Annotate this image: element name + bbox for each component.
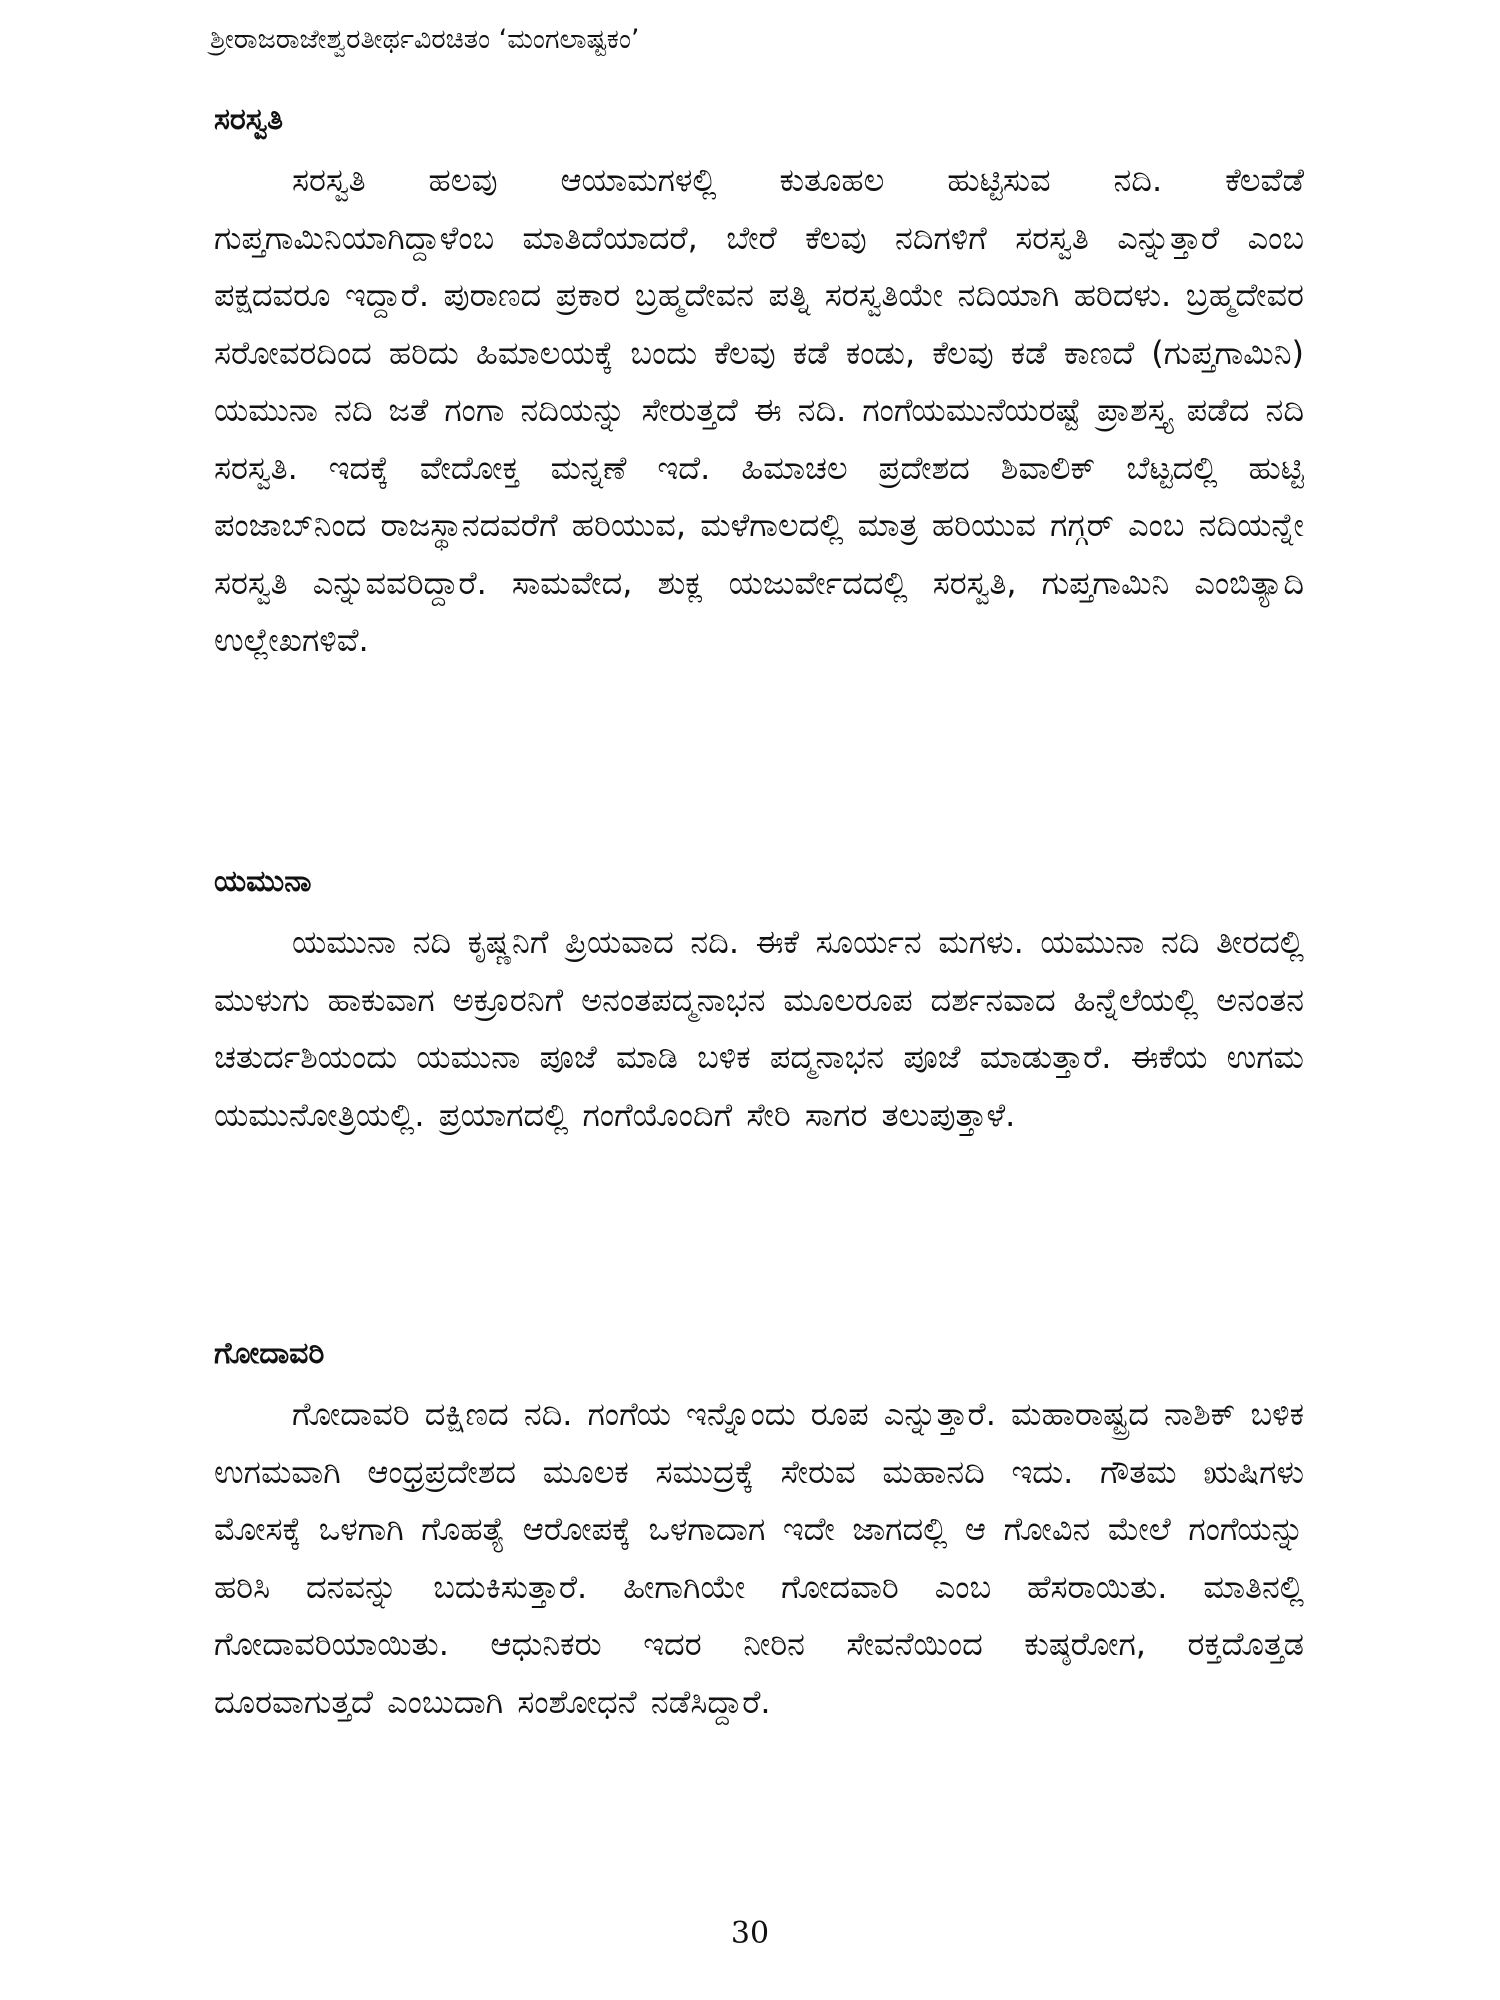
section-paragraph: ಯಮುನಾ ನದಿ ಕೃಷ್ಣನಿಗೆ ಪ್ರಿಯವಾದ ನದಿ. ಈಕೆ ಸೂರ್ಯನ ಮಗಳು. ಯಮುನಾ ನದಿ ತೀರದಲ್ಲಿ ಮುಳುಗು ಹಾಕುವಾಗ ಅಕ್ರೂರನಿಗೆ ಅನಂತಪದ್ಮನಾಭನ ಮೂಲರೂಪ ದರ್ಶನವಾದ ಹಿನ್ನೆಲೆಯಲ್ಲಿ ಅನಂತನ ಚತುರ್ದಶಿಯಂದು ಯಮುನಾ ಪೂಜೆ ಮಾಡಿ ಬಳಿಕ ಪದ್ಮನಾಭನ ಪೂಜೆ ಮಾಡುತ್ತಾರೆ. ಈಕೆಯ ಉಗಮ ಯಮುನೋತ್ರಿಯಲ್ಲಿ. ಪ್ರಯಾಗದಲ್ಲಿ ಗಂಗೆಯೊಂದಿಗೆ ಸೇರಿ ಸಾಗರ ತಲುಪುತ್ತಾಳೆ. — [214, 923, 1304, 1134]
section-heading: ಗೋದಾವರಿ — [214, 1336, 325, 1371]
section-saraswati — [214, 96, 1304, 670]
section-godavari — [214, 1330, 1304, 1731]
section-heading: ಯಮುನಾ — [214, 864, 312, 899]
section-heading: ಸರಸ್ವತಿ — [214, 102, 283, 137]
running-header: ಶ್ರೀರಾಜರಾಜೇಶ್ವರತೀರ್ಥವಿರಚಿತಂ ‘ಮಂಗಲಾಷ್ಟಕಂ’ — [210, 24, 640, 55]
section-paragraph: ಗೋದಾವರಿ ದಕ್ಷಿಣದ ನದಿ. ಗಂಗೆಯ ಇನ್ನೊಂದು ರೂಪ ಎನ್ನುತ್ತಾರೆ. ಮಹಾರಾಷ್ಟ್ರದ ನಾಶಿಕ್ ಬಳಿಕ ಉಗಮವಾಗಿ ಆಂಧ್ರಪ್ರದೇಶದ ಮೂಲಕ ಸಮುದ್ರಕ್ಕೆ ಸೇರುವ ಮಹಾನದಿ ಇದು. ಗೌತಮ ಋಷಿಗಳು ಮೋಸಕ್ಕೆ ಒಳಗಾಗಿ ಗೊಹತ್ಯೆ ಆರೋಪಕ್ಕೆ ಒಳಗಾದಾಗ ಇದೇ ಜಾಗದಲ್ಲಿ ಆ ಗೋವಿನ ಮೇಲೆ ಗಂಗೆಯನ್ನು ಹರಿಸಿ ದನವನ್ನು ಬದುಕಿಸುತ್ತಾರೆ. ಹೀಗಾಗಿಯೇ ಗೋದವಾರಿ ಎಂಬ ಹೆಸರಾಯಿತು. ಮಾತಿನಲ್ಲಿ ಗೋದಾವರಿಯಾಯಿತು. ಆಧುನಿಕರು ಇದರ ನೀರಿನ ಸೇವನೆಯಿಂದ ಕುಷ್ಠರೋಗ, ರಕ್ತದೊತ್ತಡ ದೂರವಾಗುತ್ತದೆ ಎಂಬುದಾಗಿ ಸಂಶೋಧನೆ ನಡೆಸಿದ್ದಾರೆ. — [214, 1395, 1304, 1721]
section-paragraph: ಸರಸ್ವತಿ ಹಲವು ಆಯಾಮಗಳಲ್ಲಿ ಕುತೂಹಲ ಹುಟ್ಟಿಸುವ ನದಿ. ಕೆಲವೆಡೆ ಗುಪ್ತಗಾಮಿನಿಯಾಗಿದ್ದಾಳೆಂಬ ಮಾತಿದೆಯಾದರೆ, ಬೇರೆ ಕೆಲವು ನದಿಗಳಿಗೆ ಸರಸ್ವತಿ ಎನ್ನುತ್ತಾರೆ ಎಂಬ ಪಕ್ಷದವರೂ ಇದ್ದಾರೆ. ಪುರಾಣದ ಪ್ರಕಾರ ಬ್ರಹ್ಮದೇವನ ಪತ್ನಿ ಸರಸ್ವತಿಯೇ ನದಿಯಾಗಿ ಹರಿದಳು. ಬ್ರಹ್ಮದೇವರ ಸರೋವರದಿಂದ ಹರಿದು ಹಿಮಾಲಯಕ್ಕೆ ಬಂದು ಕೆಲವು ಕಡೆ ಕಂಡು, ಕೆಲವು ಕಡೆ ಕಾಣದೆ (ಗುಪ್ತಗಾಮಿನಿ) ಯಮುನಾ ನದಿ ಜತೆ ಗಂಗಾ ನದಿಯನ್ನು ಸೇರುತ್ತದೆ ಈ ನದಿ. ಗಂಗೆಯಮುನೆಯರಷ್ಟೆ ಪ್ರಾಶಸ್ತ್ಯ ಪಡೆದ ನದಿ ಸರಸ್ವತಿ. ಇದಕ್ಕೆ ವೇದೋಕ್ತ ಮನ್ನಣೆ ಇದೆ. ಹಿಮಾಚಲ ಪ್ರದೇಶದ ಶಿವಾಲಿಕ್ ಬೆಟ್ಟದಲ್ಲಿ ಹುಟ್ಟಿ ಪಂಜಾಬ್‌ನಿಂದ ರಾಜಸ್ಥಾನದವರೆಗೆ ಹರಿಯುವ, ಮಳೆಗಾಲದಲ್ಲಿ ಮಾತ್ರ ಹರಿಯುವ ಗಗ್ಗರ್ ಎಂಬ ನದಿಯನ್ನೇ ಸರಸ್ವತಿ ಎನ್ನುವವರಿದ್ದಾರೆ. ಸಾಮವೇದ, ಶುಕ್ಲ ಯಜುರ್ವೇದದಲ್ಲಿ ಸರಸ್ವತಿ, ಗುಪ್ತಗಾಮಿನಿ ಎಂಬಿತ್ಯಾದಿ ಉಲ್ಲೇಖಗಳಿವೆ. — [214, 161, 1304, 659]
section-yamuna — [214, 858, 1304, 1144]
page-number: 30 — [730, 1916, 770, 1951]
